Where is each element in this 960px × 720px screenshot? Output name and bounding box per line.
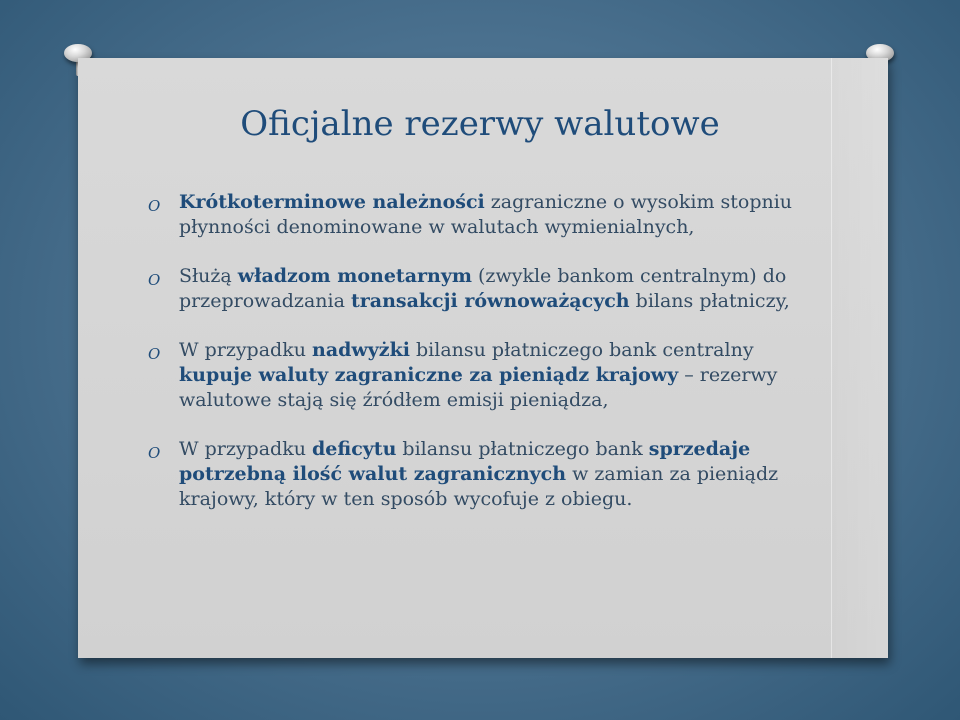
bullet-marker: O bbox=[148, 345, 161, 363]
bullet-text: bilansu płatniczego bank bbox=[396, 438, 649, 460]
bullet-item bbox=[148, 190, 828, 240]
bullet-text-bold: deficytu bbox=[312, 438, 397, 460]
bullet-text: zagraniczne o wysokim stopniu płynności denominowane w walutach wymienialnych, bbox=[179, 191, 793, 238]
bullet-marker: O bbox=[148, 444, 161, 462]
bullet-text-bold: sprzedaje potrzebną ilość walut zagranicznych bbox=[179, 438, 751, 485]
bullet-text-bold: kupuje waluty zagraniczne za pieniądz krajowy bbox=[179, 364, 679, 386]
slide-title: Oficjalne rezerwy walutowe bbox=[240, 104, 720, 144]
bullet-marker: O bbox=[148, 271, 161, 289]
bullet-item bbox=[148, 437, 828, 512]
card-edge-strip bbox=[831, 58, 888, 658]
bullet-text: Służą bbox=[179, 265, 238, 287]
bullet-marker: O bbox=[148, 197, 161, 215]
bullet-text: W przypadku bbox=[179, 438, 312, 460]
bullet-text-bold: transakcji równoważących bbox=[350, 290, 630, 312]
bullet-text: bilans płatniczy, bbox=[629, 290, 790, 312]
bullet-text: (zwykle bankom centralnym) do przeprowadzania bbox=[179, 265, 787, 312]
bullet-item bbox=[148, 338, 828, 413]
bullet-text-bold: nadwyżki bbox=[312, 339, 410, 361]
bullet-text: w zamian za pieniądz krajowy, który w ten sposób wycofuje z obiegu. bbox=[179, 463, 779, 510]
bullet-text: bilansu płatniczego bank centralny bbox=[409, 339, 754, 361]
bullet-item bbox=[148, 264, 828, 314]
bullet-text-bold: władzom monetarnym bbox=[237, 265, 472, 287]
bullet-text: W przypadku bbox=[179, 339, 312, 361]
bullet-text: – rezerwy walutowe stają się źródłem emisji pieniądza, bbox=[179, 364, 778, 411]
bullet-list bbox=[148, 190, 828, 536]
bullet-text-bold: Krótkoterminowe należności bbox=[179, 191, 485, 213]
